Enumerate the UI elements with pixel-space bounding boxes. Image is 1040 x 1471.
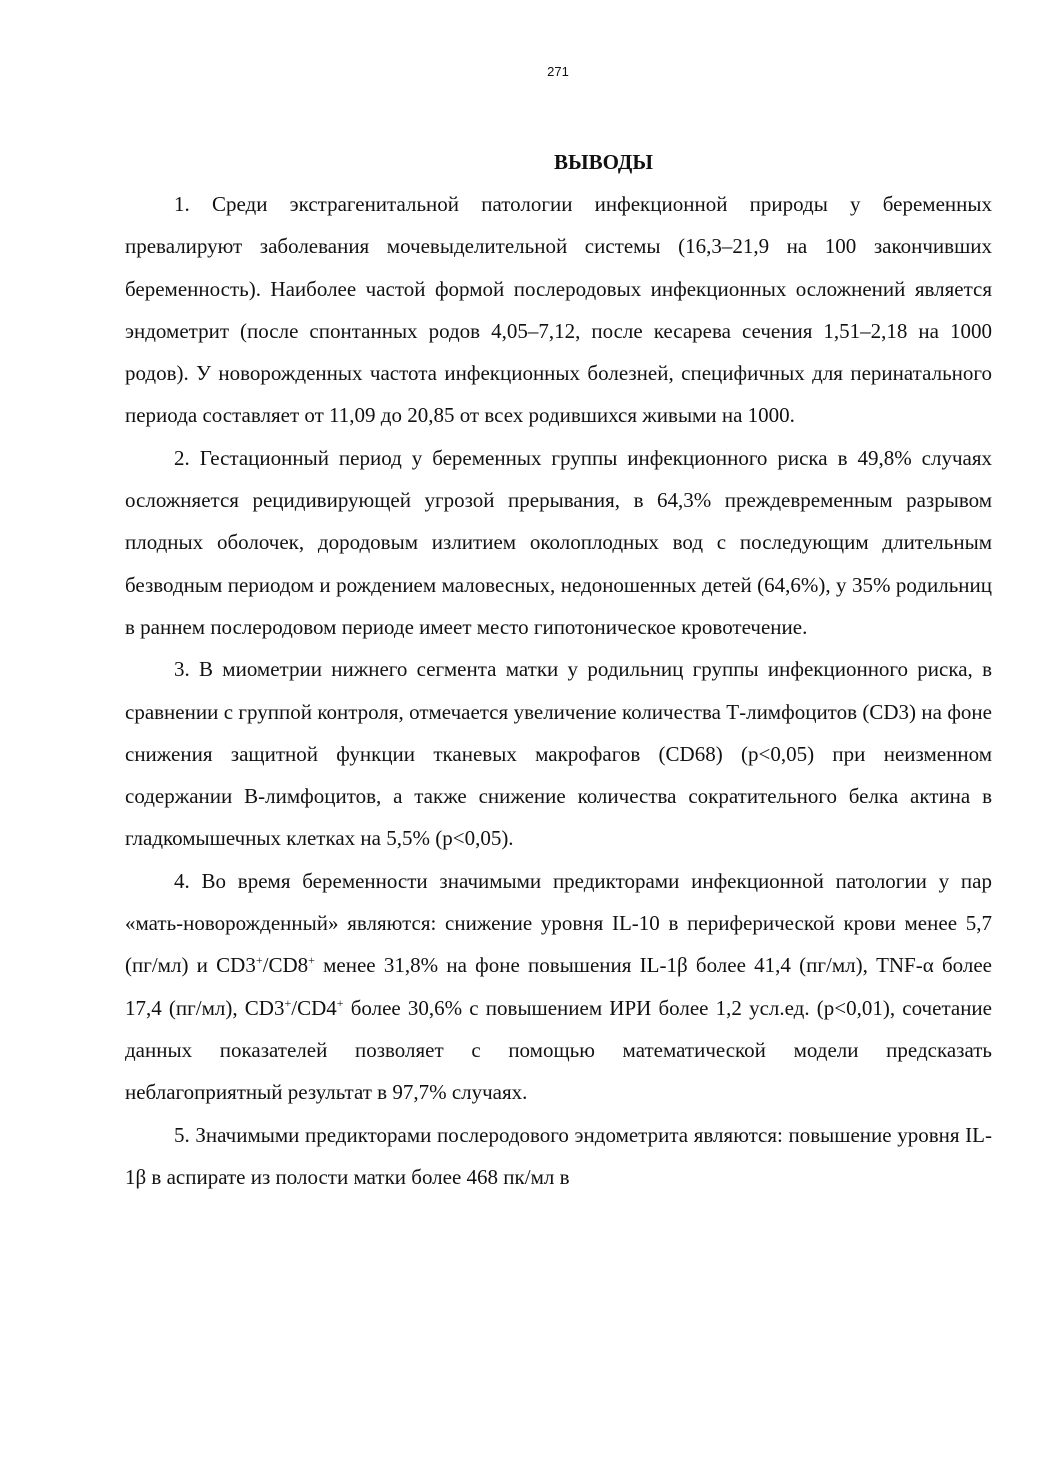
page-number: 271 <box>547 64 569 79</box>
paragraph-text: более 30,6% с повышением ИРИ более 1,2 усл.ед. (р<0,01), сочетание данных показателей позволяет с помощью математической модели предсказать неблагоприятный результат в 97,7% случаях. <box>125 995 992 1105</box>
superscript: + <box>336 995 344 1010</box>
paragraph-text: /CD8 <box>262 953 309 978</box>
conclusion-paragraph-3: 3. В миометрии нижнего сегмента матки у родильниц группы инфекционного риска, в сравнении с группой контроля, отмечается увеличение количества Т-лимфоцитов (CD3) на фоне снижения защитной функции тканевых макрофагов (CD68) (р<0,05) при неизменном содержании В-лимфоцитов, а также снижение количества сократительного белка актина в гладкомышечных клетках на 5,5% (р<0,05). <box>125 657 992 851</box>
document-body <box>125 146 992 1198</box>
paragraph-text: 4. Во время беременности значимыми предикторами инфекционной патологии у пар «мать-новорожденный» являются: снижение уровня IL-10 в периферической крови менее 5,7 (пг/мл) и CD3 <box>125 868 992 978</box>
paragraph-text: /CD4 <box>291 995 337 1020</box>
conclusion-paragraph-1: 1. Среди экстрагенитальной патологии инфекционной природы у беременных превалируют заболевания мочевыделительной системы (16,3–21,9 на 100 закончивших беременность). Наиболее частой формой послеродовых инфекционных осложнений является эндометрит (после спонтанных родов 4,05–7,12, после кесарева сечения 1,51–2,18 на 1000 родов). У новорожденных частота инфекционных болезней, специфичных для перинатального периода составляет от 11,09 до 20,85 от всех родившихся живыми на 1000. <box>125 192 992 428</box>
conclusion-paragraph-5: 5. Значимыми предикторами послеродового эндометрита являются: повышение уровня IL-1β в аспирате из полости матки более 468 пк/мл в <box>125 1122 992 1189</box>
paragraph-text: менее 31,8% на фоне повышения IL-1β более 41,4 (пг/мл), TNF-α более 17,4 (пг/мл), CD3 <box>125 953 992 1020</box>
superscript: + <box>308 953 315 968</box>
conclusion-paragraph-2: 2. Гестационный период у беременных группы инфекционного риска в 49,8% случаях осложняется рецидивирующей угрозой прерывания, в 64,3% преждевременным разрывом плодных оболочек, дородовым излитием околоплодных вод с последующим длительным безводным периодом и рождением маловесных, недоношенных детей (64,6%), у 35% родильниц в раннем послеродовом периоде имеет место гипотоническое кровотечение. <box>125 445 992 639</box>
superscript: + <box>284 995 292 1010</box>
section-heading: ВЫВОДЫ <box>554 150 653 174</box>
superscript: + <box>255 953 263 968</box>
conclusion-paragraph-4 <box>125 860 992 1114</box>
